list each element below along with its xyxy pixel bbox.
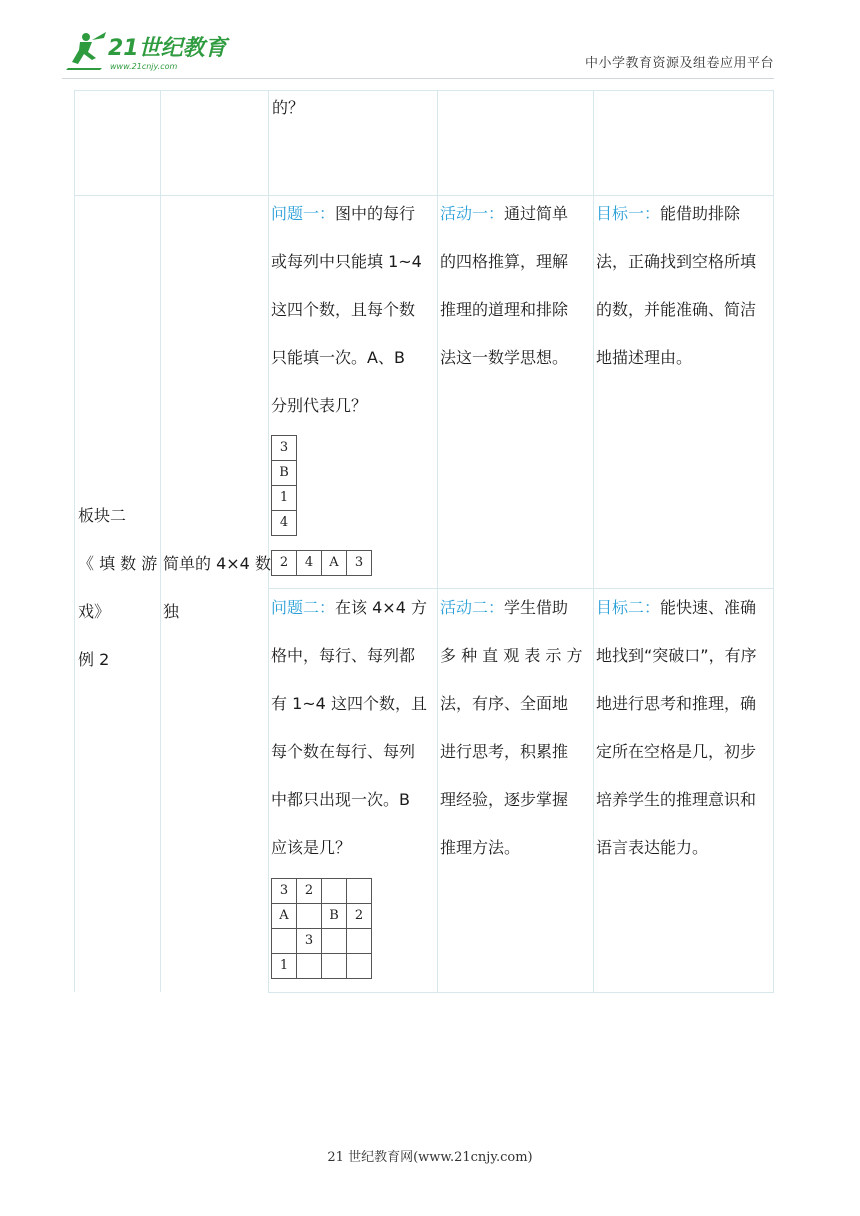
question-two-line: 每个数在每行、每列 <box>271 742 416 761</box>
question-one-line: 分别代表几？ <box>271 396 368 415</box>
section-line: 例 2 <box>78 650 110 669</box>
question-two-line: 在该 4×4 方 <box>335 598 427 617</box>
grid-cell <box>347 929 372 954</box>
question-two <box>271 584 427 872</box>
activity-one-label: 活动一： <box>440 204 505 223</box>
header-divider <box>62 78 774 79</box>
activity-two-line: 学生借助 <box>504 598 569 617</box>
site-logo <box>62 28 232 74</box>
puzzle-row-grid <box>271 550 372 576</box>
activity-one-line: 推理的道理和排除 <box>440 300 569 319</box>
puzzle-column-grid <box>271 435 297 536</box>
grid-cell <box>347 954 372 979</box>
grid-cell <box>347 879 372 904</box>
puzzle-4x4-grid <box>271 878 372 979</box>
page-footer: 21 世纪教育网(www.21cnjy.com) <box>327 1150 533 1165</box>
question-one <box>271 190 422 430</box>
question-tail: 的？ <box>272 98 305 117</box>
grid-cell: 3 <box>297 929 322 954</box>
grid-cell: 3 <box>347 551 372 576</box>
grid-cell: 1 <box>272 954 297 979</box>
goal-one-line: 的数，并能准确、简洁 <box>596 300 757 319</box>
grid-cell: 3 <box>272 436 297 461</box>
activity-one-line: 的四格推算，理解 <box>440 252 569 271</box>
goal-two-line: 定所在空格是几，初步 <box>596 742 757 761</box>
question-two-line: 应该是几？ <box>271 838 352 857</box>
goal-one-line: 地描述理由。 <box>596 348 693 367</box>
section-line: 戏》 <box>78 602 111 621</box>
goal-two-line: 地找到“突破口”，有序 <box>596 646 757 665</box>
question-two-line: 中都只出现一次。B <box>271 790 410 809</box>
grid-cell <box>297 904 322 929</box>
grid-cell: B <box>272 461 297 486</box>
activity-two-line: 进行思考，积累推 <box>440 742 569 761</box>
level-cell <box>163 540 271 636</box>
grid-cell: 3 <box>272 879 297 904</box>
question-one-line: 或每列中只能填 1~4 <box>271 252 422 271</box>
goal-one-line: 法，正确找到空格所填 <box>596 252 757 271</box>
section-line: 《 填 数 游 <box>78 554 158 573</box>
platform-name: 中小学教育资源及组卷应用平台 <box>584 56 774 71</box>
grid-cell: 2 <box>297 879 322 904</box>
question-two-line: 有 1~4 这四个数，且 <box>271 694 427 713</box>
goal-two-line: 语言表达能力。 <box>596 838 709 857</box>
section-cell <box>78 492 157 684</box>
goal-two-label: 目标二： <box>596 598 661 617</box>
grid-cell: 2 <box>272 551 297 576</box>
activity-two-line: 多 种 直 观 表 示 方 <box>440 646 583 665</box>
question-two-line: 格中，每行、每列都 <box>271 646 416 665</box>
activity-two-line: 推理方法。 <box>440 838 521 857</box>
grid-cell: 2 <box>347 904 372 929</box>
goal-one-line: 能借助排除 <box>660 204 741 223</box>
grid-cell: B <box>322 904 347 929</box>
level-line: 独 <box>163 602 180 621</box>
grid-cell <box>322 879 347 904</box>
question-one-line: 只能填一次。A、B <box>271 348 405 367</box>
question-one-line: 图中的每行 <box>335 204 416 223</box>
goal-two-line: 培养学生的推理意识和 <box>596 790 757 809</box>
activity-one <box>440 190 568 382</box>
grid-cell <box>297 954 322 979</box>
section-line: 板块二 <box>78 506 127 525</box>
logo-text: 21世纪教育 <box>108 36 227 61</box>
activity-two-label: 活动二： <box>440 598 505 617</box>
goal-one <box>596 190 756 382</box>
logo-url: www.21cnjy.com <box>110 62 178 71</box>
grid-cell: A <box>272 904 297 929</box>
activity-two <box>440 584 583 872</box>
grid-cell: 1 <box>272 486 297 511</box>
grid-cell: A <box>322 551 347 576</box>
activity-two-line: 法，有序、全面地 <box>440 694 569 713</box>
question-one-label: 问题一： <box>271 204 336 223</box>
level-line: 简单的 4×4 数 <box>163 554 271 573</box>
goal-two-line: 地进行思考和推理，确 <box>596 694 757 713</box>
question-one-line: 这四个数，且每个数 <box>271 300 416 319</box>
goal-two-line: 能快速、准确 <box>660 598 757 617</box>
grid-cell <box>322 929 347 954</box>
grid-cell <box>272 929 297 954</box>
goal-one-label: 目标一： <box>596 204 661 223</box>
grid-cell <box>322 954 347 979</box>
grid-cell: 4 <box>297 551 322 576</box>
goal-two <box>596 584 757 872</box>
activity-two-line: 理经验，逐步掌握 <box>440 790 569 809</box>
activity-one-line: 通过简单 <box>504 204 569 223</box>
question-two-label: 问题二： <box>271 598 336 617</box>
activity-one-line: 法这一数学思想。 <box>440 348 569 367</box>
grid-cell: 4 <box>272 511 297 536</box>
